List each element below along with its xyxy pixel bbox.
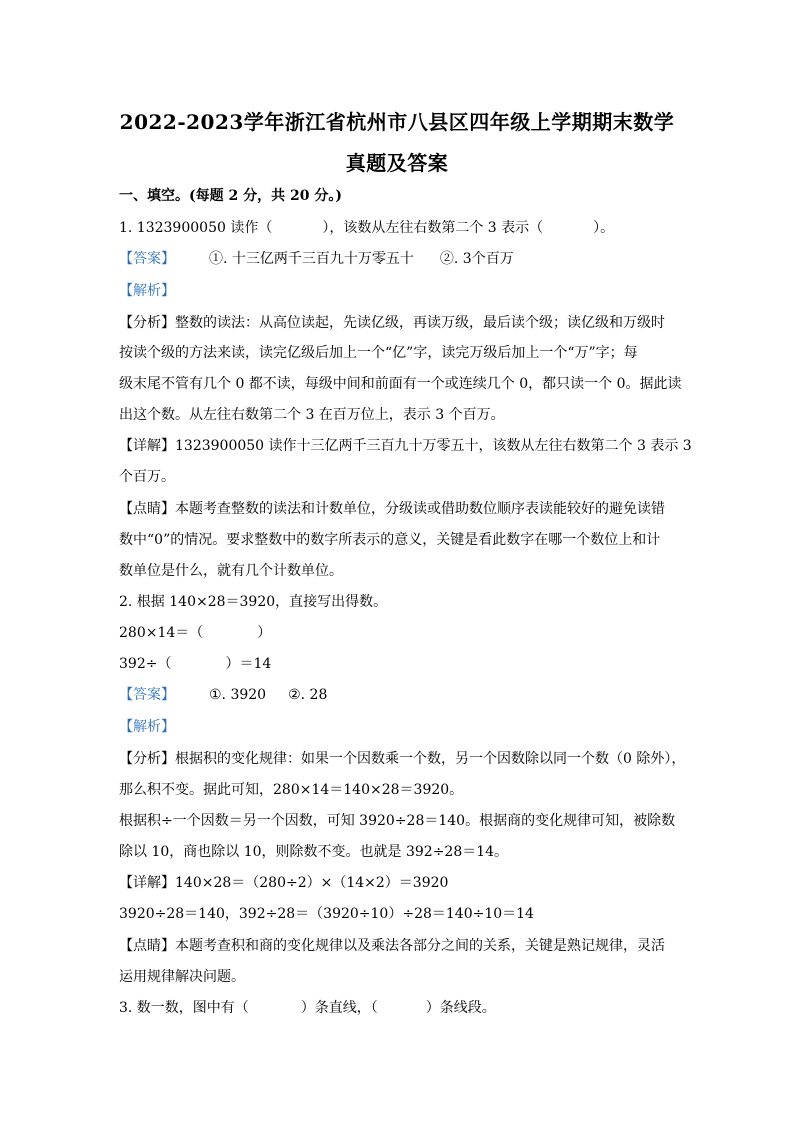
doc-title-line1: 2022-2023学年浙江省杭州市八县区四年级上学期期末数学 [119, 110, 675, 134]
question-2: 2. 根据 140×28＝3920，直接写出得数。 [119, 594, 388, 610]
q1-point-line [119, 499, 665, 519]
q1-point-l3: 数单位是什么，就有几个计数单位。 [119, 563, 343, 579]
analysis-text: 根据积的变化规律：如果一个因数乘一个数，另一个因数除以同一个数（0 除外）， [175, 751, 686, 767]
detail-text: 140×28＝（280÷2）×（14×2）＝3920 [175, 875, 449, 891]
q1-answer-1: ①. 十三亿两千三百九十万零五十 [209, 251, 414, 267]
q3-part-b: ）条直线，（ [300, 1000, 378, 1016]
q1-answer-2: ②. 3个百万 [439, 251, 514, 267]
q2-answer-1: ①. 3920 [209, 687, 267, 703]
question-3 [119, 998, 496, 1018]
q2-analysis-tag: 【解析】 [119, 719, 175, 735]
q1-analysis-tag: 【解析】 [119, 283, 175, 299]
q2-detail-l2: 3920÷28＝140，392÷28＝（3920÷10）÷28＝140÷10＝14 [119, 906, 534, 922]
analysis-label: 【分析】 [119, 315, 175, 331]
q2-item1-close: ） [257, 625, 272, 641]
q1-analysis-line [119, 313, 665, 333]
point-label: 【点睛】 [119, 501, 175, 517]
answer-tag: 【答案】 [119, 251, 175, 267]
q2-item-1 [119, 623, 271, 643]
q1-middle: ），该数从左往右数第二个 3 表示（ [322, 220, 544, 236]
q1-detail-line [119, 436, 692, 456]
q1-analysis-l2: 按读个级的方法来读，读完亿级后加上一个“亿”字，读完万级后加上一个“万”字；每 [119, 345, 638, 361]
q1-detail-l2: 个百万。 [119, 469, 175, 485]
q1-point-l2: 数中“0”的情况。要求整数中的数字所表示的意义，关键是看此数字在哪一个数位上和计 [119, 532, 661, 548]
detail-text: 1323900050 读作十三亿两千三百九十万零五十，该数从左往右数第二个 3 表示 3 [175, 438, 692, 454]
q2-item2-close: ）＝14 [225, 656, 272, 672]
q2-item2-expr: 392÷（ [119, 656, 172, 672]
q2-analysis-l3: 根据积÷一个因数＝另一个因数，可知 3920÷28＝140。根据商的变化规律可知，被除数 [119, 813, 676, 829]
analysis-text: 整数的读法：从高位读起，先读亿级，再读万级，最后读个级；读亿级和万级时 [175, 315, 665, 331]
q2-point-l2: 运用规律解决问题。 [119, 969, 245, 985]
doc-title-line2: 真题及答案 [345, 151, 449, 175]
q1-prefix: 1. 1323900050 读作（ [119, 220, 273, 236]
q2-analysis-line [119, 749, 685, 769]
point-text: 本题考查整数的读法和计数单位，分级读或借助数位顺序表读能较好的避免读错 [175, 501, 665, 517]
analysis-label: 【分析】 [119, 751, 175, 767]
section-heading: 一、填空。(每题 2 分，共 20 分。) [119, 188, 342, 204]
q2-analysis-l4: 除以 10，商也除以 10，则除数不变。也就是 392÷28＝14。 [119, 844, 509, 860]
q1-answer-row [119, 249, 514, 269]
q1-analysis-l3: 级末尾不管有几个 0 都不读，每级中间和前面有一个或连续几个 0，都只读一个 0。据此读 [119, 376, 682, 392]
q2-item1-expr: 280×14＝（ [119, 625, 204, 641]
q2-answer-2: ②. 28 [288, 687, 328, 703]
q3-part-c: ）条线段。 [425, 1000, 496, 1016]
q2-detail-line [119, 873, 448, 893]
q2-answer-row [119, 685, 327, 705]
detail-label: 【详解】 [119, 875, 175, 891]
question-1 [119, 218, 614, 238]
answer-tag: 【答案】 [119, 687, 175, 703]
point-label: 【点睛】 [119, 938, 175, 954]
q2-point-line [119, 936, 665, 956]
q2-item-2 [119, 654, 271, 674]
q1-analysis-l4: 出这个数。从左往右数第二个 3 在百万位上，表示 3 个百万。 [119, 407, 505, 423]
q2-analysis-l2: 那么积不变。据此可知，280×14＝140×28＝3920。 [119, 782, 464, 798]
point-text: 本题考查积和商的变化规律以及乘法各部分之间的关系，关键是熟记规律，灵活 [175, 938, 665, 954]
q1-suffix: ）。 [593, 220, 615, 236]
detail-label: 【详解】 [119, 438, 175, 454]
q3-part-a: 3. 数一数，图中有（ [119, 1000, 249, 1016]
